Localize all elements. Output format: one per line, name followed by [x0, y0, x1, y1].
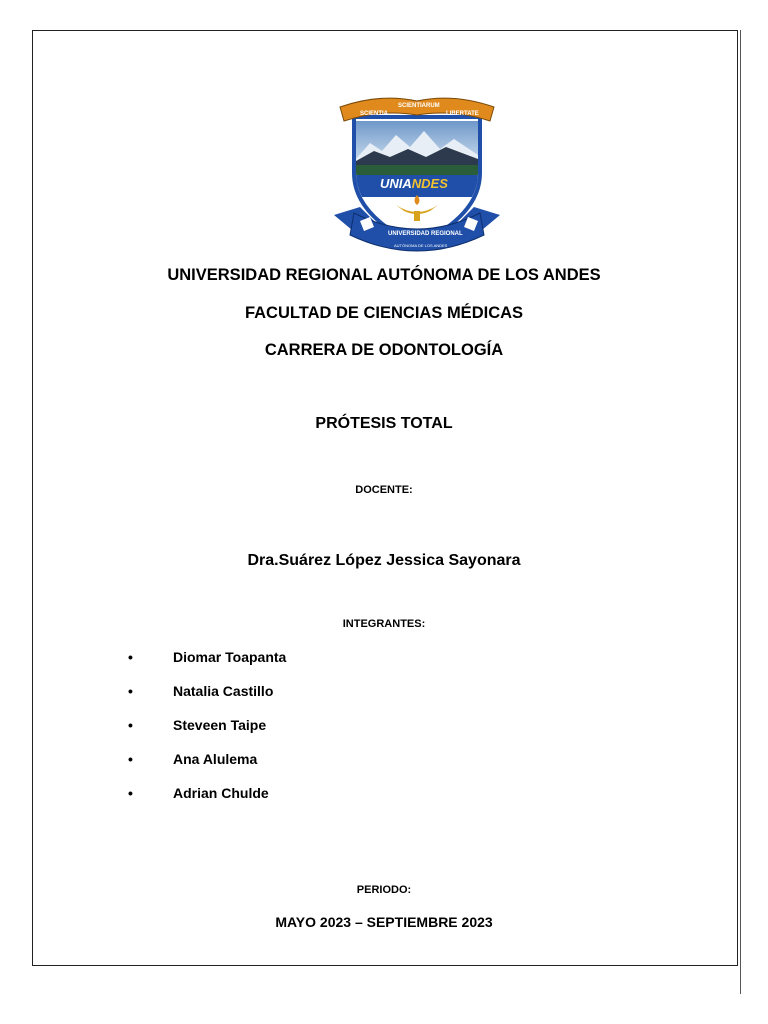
ribbon-text: UNIVERSIDAD REGIONAL	[388, 231, 463, 237]
subject-title: PRÓTESIS TOTAL	[315, 415, 453, 432]
ribbon-subtext: AUTÓNOMA DE LOS ANDES	[394, 243, 448, 248]
periodo-label: PERIODO:	[356, 884, 412, 896]
periodo-value: MAYO 2023 – SEPTIEMBRE 2023	[275, 914, 493, 930]
page-edge-line	[740, 30, 741, 994]
motto-scientiarum: SCIENTIARUM	[398, 103, 440, 109]
integrantes-label: INTEGRANTES:	[342, 618, 426, 630]
member-name: Diomar Toapanta	[173, 649, 287, 665]
bullet-icon: •	[128, 717, 133, 733]
member-name: Steveen Taipe	[173, 717, 267, 733]
member-name: Natalia Castillo	[173, 683, 274, 699]
member-name: Ana Alulema	[173, 751, 258, 767]
docente-name: Dra.Suárez López Jessica Sayonara	[247, 552, 521, 569]
university-crest-logo	[330, 95, 504, 263]
member-name: Adrian Chulde	[173, 785, 269, 801]
bullet-icon: •	[128, 649, 133, 665]
docente-label: DOCENTE:	[355, 484, 413, 496]
bullet-icon: •	[128, 785, 133, 801]
bullet-icon: •	[128, 751, 133, 767]
university-name: UNIVERSIDAD REGIONAL AUTÓNOMA DE LOS ANDES	[167, 266, 601, 284]
motto-libertate: LIBERTATE	[446, 111, 479, 117]
bullet-icon: •	[128, 683, 133, 699]
career-name: CARRERA DE ODONTOLOGÍA	[264, 341, 504, 359]
motto-scientia: SCIENTIA	[360, 111, 389, 117]
logo-name: UNIANDES	[380, 176, 448, 191]
faculty-name: FACULTAD DE CIENCIAS MÉDICAS	[244, 304, 524, 322]
